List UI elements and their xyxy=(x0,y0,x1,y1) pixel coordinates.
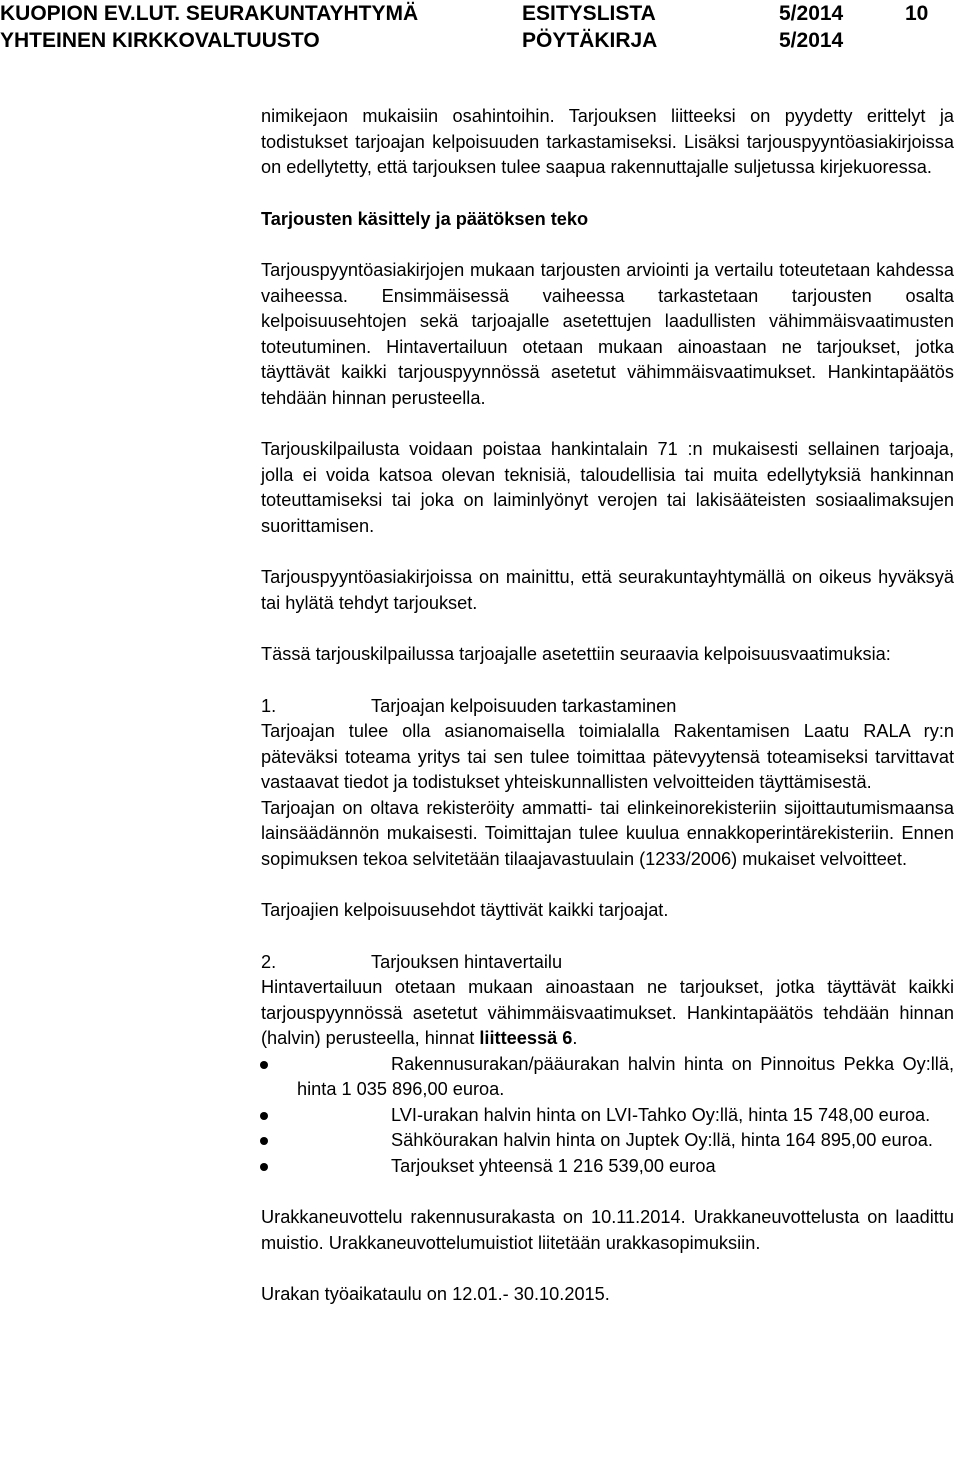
meeting-number: 5/2014 xyxy=(779,2,844,25)
bullet-icon xyxy=(260,1137,268,1145)
document-type: ESITYSLISTA xyxy=(522,2,656,25)
organization-name: KUOPION EV.LUT. SEURAKUNTAYHTYMÄ xyxy=(0,2,419,25)
section-1-paragraph-2: Tarjoajan on oltava rekisteröity ammatti- tai elinkeinorekisteriin sijoittautumismaansa lainsäädännön mukaisesti. Toimittajan tulee kuulua ennakkoperintärekisteriin. Ennen sopimuksen tekoa selvitetään tilaajavastuulain (1233/2006) mukaiset velvoitteet. xyxy=(261,797,954,869)
section-1-title xyxy=(261,694,954,720)
section-2-paragraph xyxy=(261,975,954,1052)
document-type-2: PÖYTÄKIRJA xyxy=(522,29,658,52)
paragraph-schedule: Urakan työaikataulu on 12.01.- 30.10.2015. xyxy=(261,1284,610,1304)
document-header xyxy=(0,0,960,64)
section-1-number: 1. xyxy=(261,695,277,716)
attachment-reference: liitteessä 6 xyxy=(479,1028,573,1048)
board-name: YHTEINEN KIRKKOVALTUUSTO xyxy=(0,29,320,52)
page-number: 10 xyxy=(905,2,929,25)
price-list xyxy=(261,1052,954,1180)
paragraph-rights: Tarjouspyyntöasiakirjoissa on mainittu, että seurakuntayhtymällä on oikeus hyväksyä tai hylätä tehdyt tarjoukset. xyxy=(261,567,954,613)
paragraph-intro: nimikejaon mukaisiin osahintoihin. Tarjouksen liitteeksi on pyydetty erittelyt ja todistukset tarjoajan kelpoisuuden tarkastamiseksi. Lisäksi tarjouspyyntöasiakirjoissa on edellytetty, että tarjouksen tulee saapua rakennuttajalle suljetussa kirjekuoressa. xyxy=(261,106,954,177)
header-line-1 xyxy=(0,2,960,32)
section-2-heading: Tarjouksen hintavertailu xyxy=(371,951,563,972)
list-item-text: Sähköurakan halvin hinta on Juptek Oy:llä, hinta 164 895,00 euroa. xyxy=(391,1130,933,1150)
bullet-icon xyxy=(260,1061,268,1069)
list-item xyxy=(261,1103,954,1129)
paragraph-exclusion: Tarjouskilpailusta voidaan poistaa hankintalain 71 :n mukaisesti sellainen tarjoaja, jolla ei voida katsoa olevan teknisiä, taloudellisia tai muita edellytyksiä hankinnan toteuttamiseksi tai joka on laiminlyönyt verojen tai lakisääteisten sosiaalimaksujen suorittamisen. xyxy=(261,439,954,536)
document-body xyxy=(261,104,954,1308)
list-item xyxy=(261,1128,954,1154)
section-2-text-end: . xyxy=(572,1028,578,1048)
paragraph-negotiation: Urakkaneuvottelu rakennusurakasta on 10.11.2014. Urakkaneuvottelusta on laadittu muistio. Urakkaneuvottelumuistiot liitetään urakkasopimuksiin. xyxy=(261,1207,954,1253)
section-1-paragraph-3: Tarjoajien kelpoisuusehdot täyttivät kaikki tarjoajat. xyxy=(261,900,669,920)
bullet-icon xyxy=(260,1163,268,1171)
paragraph-requirements: Tässä tarjouskilpailussa tarjoajalle asetettiin seuraavia kelpoisuusvaatimuksia: xyxy=(261,644,891,664)
section-2-title xyxy=(261,950,954,976)
section-heading: Tarjousten käsittely ja päätöksen teko xyxy=(261,208,589,229)
paragraph-evaluation: Tarjouspyyntöasiakirjojen mukaan tarjousten arviointi ja vertailu toteutetaan kahdessa vaiheessa. Ensimmäisessä vaiheessa tarkastetaan tarjousten osalta kelpoisuusehtojen sekä tarjoajalle asetettujen laadullisten vähimmäisvaatimusten toteutuminen. Hintavertailuun otetaan mukaan ainoastaan ne tarjoukset, jotka täyttävät kaikki tarjouspyynnössä asetetut vähimmäisvaatimukset. Hankintapäätös tehdään hinnan perusteella. xyxy=(261,260,954,408)
list-item-text: Tarjoukset yhteensä 1 216 539,00 euroa xyxy=(391,1155,716,1176)
list-item xyxy=(261,1052,954,1103)
section-2-text: Hintavertailuun otetaan mukaan ainoastaan ne tarjoukset, jotka täyttävät kaikki tarjouspyynnössä asetetut vähimmäisvaatimukset. Hankintapäätös tehdään hinnan (halvin) perusteella, hinnat xyxy=(261,977,954,1048)
section-1-paragraph-1: Tarjoajan tulee olla asianomaisella toimialalla Rakentamisen Laatu RALA ry:n päteväksi toteama yritys tai sen tulee toimittaa pätevyytensä toteamiseksi tarvittavat vastaavat tiedot ja todistukset yhteiskunnallisten velvoitteiden täyttämisestä. xyxy=(261,721,954,792)
header-line-2 xyxy=(0,29,960,59)
section-1-heading: Tarjoajan kelpoisuuden tarkastaminen xyxy=(371,695,677,716)
meeting-number-2: 5/2014 xyxy=(779,29,844,52)
list-item-text: LVI-urakan halvin hinta on LVI-Tahko Oy:llä, hinta 15 748,00 euroa. xyxy=(391,1104,931,1125)
bullet-icon xyxy=(260,1112,268,1120)
list-item-text: Rakennusurakan/pääurakan halvin hinta on Pinnoitus Pekka Oy:llä, hinta 1 035 896,00 euroa. xyxy=(297,1053,954,1099)
section-2-number: 2. xyxy=(261,951,277,972)
list-item xyxy=(261,1154,954,1180)
